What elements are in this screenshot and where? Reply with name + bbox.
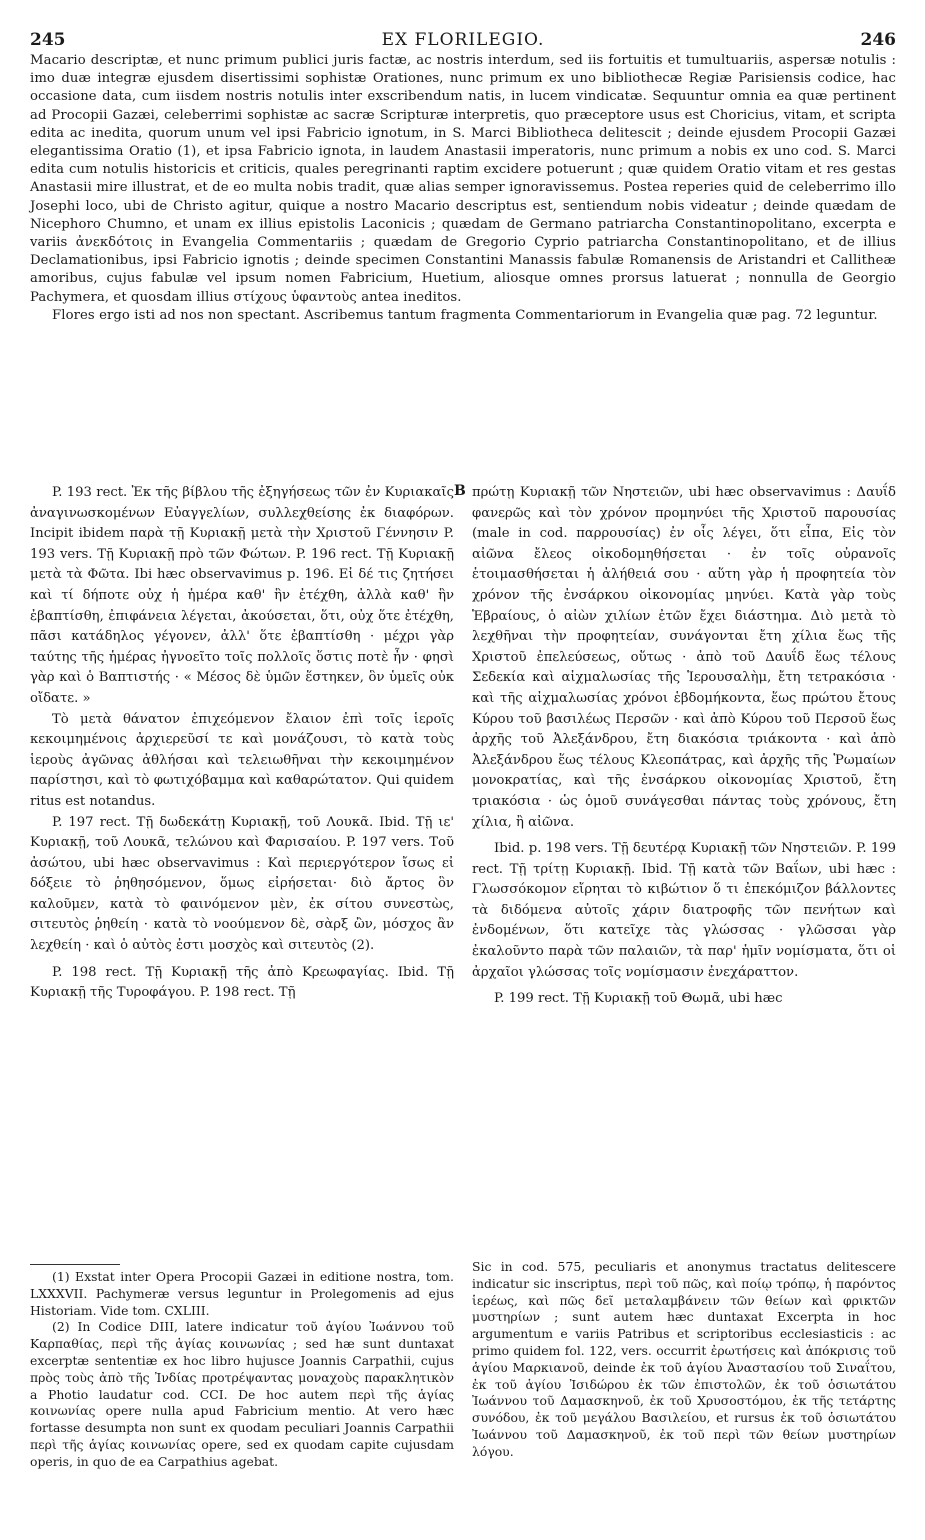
- footnote-1: (1) Exstat inter Opera Procopii Gazæi in editione nostra, tom. LXXXVII. Pachymeræ versus leguntur in Prolegomenis ad ejus Historiam. Vide tom. CXLIII.: [30, 1269, 454, 1318]
- left-paragraph-2: Τὸ μετὰ θάνατον ἐπιχεόμενον ἔλαιον ἐπὶ τοῖς ἱεροῖς κεκοιμημένοις ἀρχιερεῦσί τε καὶ μονάζουσι, τὸ κατὰ τοὺς ἱεροὺς ἀγῶνας ἀθλήσαι καὶ τελειωθῆναι τὴν κεκοιμημένον παρίστησι, καὶ τὸ φωτιχόβαμμα καὶ καθαρώτατον. Qui quidem ritus est notandus.: [30, 711, 454, 809]
- right-paragraph-3: P. 199 rect. Τῇ Κυριακῇ τοῦ Θωμᾶ, ubi hæc: [494, 991, 783, 1007]
- column-marker: B: [454, 483, 466, 499]
- right-paragraph-1: πρώτῃ Κυριακῇ τῶν Νηστειῶν, ubi hæc observavimus : Δαυΐδ φανερῶς καὶ τὸν χρόνον προμηνύει τῆς Χριστοῦ παρουσίας (male in cod. παρρουσίας) ἐν οἷς λέγει, ὅτι εἶπα, Εἰς τὸν αἰῶνα ἔλεος οἰκοδομηθήσεται · ἐν τοῖς οὐρανοῖς ἑτοιμασθήσεται ἡ ἀλήθειά σου · αὕτη γὰρ ἡ προφητεία τὸν χρόνον τῆς ἐνσάρκου οἰκονομίας μηνύει. Κατὰ γὰρ τοὺς Ἑβραίους, ὁ αἰὼν χιλίων ἐτῶν ἔχει διάστημα. Διὸ μετὰ τὸ λεχθῆναι τὴν προφητείαν, συνάγονται ἔτη χίλια ἕως τῆς Χριστοῦ ἐπελεύσεως, οὕτως · ἀπὸ τοῦ Δαυΐδ ἕως τέλους Σεδεκία καὶ αἰχμαλωσίας τῆς Ἱερουσαλὴμ, ἔτη τετρακόσια · καὶ τῆς αἰχμαλωσίας χρόνοι ἑβδομήκοντα, ἕως πρώτου ἔτους Κύρου τοῦ βασιλέως Περσῶν · καὶ ἀπὸ Κύρου τοῦ Περσοῦ ἕως ἀρχῆς τοῦ Ἀλεξάνδρου, ἔτη διακόσια τριάκοντα · καὶ ἀπὸ Ἀλεξάνδρου ἕως τέλους Κλεοπάτρας, καὶ ἀρχῆς τῆς Ῥωμαίων μονοκρατίας, καὶ τῆς ἐνσάρκου οἰκονομίας Χριστοῦ, ἔτη τριακόσια · ὡς ὁμοῦ συνάγεσθαι πάντας τοὺς χρόνους, ἔτη χίλια, ἢ αἰῶνα.: [472, 485, 896, 830]
- document-page: [30, 30, 896, 1530]
- left-paragraph-4: P. 198 rect. Τῇ Κυριακῇ τῆς ἀπὸ Κρεωφαγίας. Ibid. Τῇ Κυριακῇ τῆς Τυροφάγου. P. 198 rect. Τῇ: [30, 964, 454, 1001]
- footnote-continuation: Sic in cod. 575, peculiaris et anonymus tractatus delitescere indicatur sic inscriptus, περὶ τοῦ πῶς, καὶ ποίῳ τρόπῳ, ἡ παρόντος ἱερέως, καὶ πῶς δεῖ μεταλαμβάνειν τῶν θείων καὶ φρικτῶν μυστηρίων ; sunt autem hæc duntaxat Excerpta in hoc argumentum e variis Patribus et scriptoribus ecclesiasticis : ac primo quidem fol. 122, vers. occurrit ἐρωτήσεις καὶ ἀπόκρισις τοῦ ἁγίου Μαρκιανοῦ, deinde ἐκ τοῦ ἁγίου Ἀναστασίου τοῦ Σιναΐτου, ἐκ τοῦ ἁγίου Ἰσιδώρου ἐκ τῶν ἐπιστολῶν, ἐκ τοῦ ὁσιωτάτου Ἰωάννου τοῦ Δαμασκηνοῦ, ἐκ τοῦ Χρυσοστόμου, ἐκ τῆς τετάρτης συνόδου, ἐκ τοῦ μεγάλου Βασιλείου, et rursus ἐκ τοῦ ὁσιωτάτου Ἰωάννου τοῦ Δαμασκηνοῦ, ἐκ τοῦ περὶ τῶν θείων μυστηρίων λόγου.: [472, 1259, 896, 1459]
- page-header: [30, 30, 896, 52]
- page-number-right: 246: [860, 30, 896, 50]
- intro-text: [30, 52, 896, 325]
- footnotes-right: [472, 1259, 896, 1461]
- right-paragraph-2: Ibid. p. 198 vers. Τῇ δευτέρᾳ Κυριακῇ τῶν Νηστειῶν. P. 199 rect. Τῇ τρίτῃ Κυριακῇ. Ibid. Τῇ κατὰ τῶν Βαΐων, ubi hæc : Γλωσσόκομον εἴρηται τὸ κιβώτιον ὅ τι ἐπεκόμιζον βάλλοντες τὰ διδόμενα αὐτοῖς χάριν διατροφῆς τῶν πενήτων καὶ ἐνδομένων, ὅτι κατεῖχε τὰς γλώσσας · γλῶσσαι γὰρ ἐκαλοῦντο παρὰ τῶν παλαιῶν, τὰ παρ' ἡμῖν νομίσματα, ὅτι οἱ ἀρχαῖοι γλώσσας τοῖς νομίσμασιν ἐνεχάραττον.: [472, 841, 896, 980]
- intro-paragraph-2: Flores ergo isti ad nos non spectant. Ascribemus tantum fragmenta Commentariorum in Evangelia quæ pag. 72 leguntur.: [52, 307, 878, 323]
- running-title: EX FLORILEGIO.: [381, 30, 545, 50]
- left-column: [30, 483, 454, 1004]
- footnote-rule: [30, 1264, 120, 1265]
- intro-paragraph-1: Macario descriptæ, et nunc primum publici juris factæ, ac nostris interdum, sed iis fortuitis et tumultuariis, aspersæ notulis : imo duæ integræ ejusdem disertissimi sophistæ Orationes, nunc primum ex uno bibliothecæ Regiæ Parisiensis codice, hac occasione data, cum iisdem nostris notulis inter exscribendum natis, in lucem vindicatæ. Sequuntur omnia ea quæ pertinent ad Procopii Gazæi, celeberrimi sophistæ ac sacræ Scripturæ interpretis, quo præceptore usus est Choricius, vitam, et scripta edita ac inedita, quorum unum vel ipsi Fabricio ignotum, in S. Marci Bibliotheca delitescit ; deinde ejusdem Procopii Gazæi elegantissima Oratio (1), et ipsa Fabricio ignota, in laudem Anastasii imperatoris, nunc primum a nobis ex uno cod. S. Marci edita cum notulis historicis et criticis, quales peregrinanti raptim excidere potuerunt ; quæ quidem Oratio vitam et res gestas Anastasii mire illustrat, et de eo multa nobis tradit, quæ alias semper ignoravissemus. Postea reperies quid de celeberrimo illo Josephi loco, ubi de Christo agitur, quique a nostro Macario descriptus est, sentiendum nobis videatur ; deinde quædam de Nicephoro Chumno, et unam ex illius epistolis Laconicis ; quædam de Germano patriarcha Constantinopolitano, excerpta e variis ἀνεκδότοις in Evangelia Commentariis ; quædam de Gregorio Cyprio patriarcha Constantinopolitano, et de illius Declamationibus, ipsi Fabricio ignotis ; deinde specimen Constantini Manassis fabulæ Romanensis de Aristandri et Callitheæ amoribus, cujus fabulæ vel ipsum nomen Fabricium, Huetium, aliosque omnes prorsus latuerat ; nonnulla de Georgio Pachymera, et quosdam illius στίχους ὑφαντοὺς antea ineditos.: [30, 53, 896, 305]
- right-column: [472, 483, 896, 1010]
- left-paragraph-1: P. 193 rect. Ἐκ τῆς βίβλου τῆς ἐξηγήσεως τῶν ἐν Κυριακαῖς ἀναγινωσκομένων Εὐαγγελίων, συλλεχθείσης ἐκ διαφόρων. Incipit ibidem παρὰ τῇ Κυριακῇ μετὰ τὴν Χριστοῦ Γέννησιν P. 193 vers. Τῇ Κυριακῇ πρὸ τῶν Φώτων. P. 196 rect. Τῇ Κυριακῇ μετὰ τὰ Φῶτα. Ibi hæc observavimus p. 196. Εἰ δέ τις ζητήσει καὶ τί δήποτε οὐχ ἡ ἡμέρα καθ' ἣν ἐτέχθη, ἀλλὰ καθ' ἣν ἐβαπτίσθη, ἐπιφάνεια λέγεται, ἀκούσεται, ὅτι, οὐχ ὅτε ἐτέχθη, πᾶσι κατάδηλος γέγονεν, ἀλλ' ὅτε ἐβαπτίσθη · μέχρι γὰρ ταύτης τῆς ἡμέρας ἠγνοεῖτο τοῖς πολλοῖς ὅστις ποτὲ ἦν · φησὶ γὰρ καὶ ὁ Βαπτιστής · « Μέσος δὲ ὑμῶν ἕστηκεν, ὃν ὑμεῖς οὐκ οἴδατε. »: [30, 485, 454, 706]
- footnotes-left: [30, 1269, 454, 1471]
- left-paragraph-3: P. 197 rect. Τῇ δωδεκάτῃ Κυριακῇ, τοῦ Λουκᾶ. Ibid. Τῇ ιε' Κυριακῇ, τοῦ Λουκᾶ, τελώνου καὶ Φαρισαίου. P. 197 vers. Τοῦ ἀσώτου, ubi hæc observavimus : Καὶ περιεργότερον ἴσως εἰ δόξειε τὸ ῥηθησόμενον, ὅμως εἰρήσεται· διὸ ἄρτος ὃν καλοῦμεν, κατὰ τὸ φαινόμενον μὲν, ἐκ σίτου συνεστὼς, σιτευτὸς ῥηθείη · κατὰ τὸ νοούμενον δὲ, σὰρξ ὢν, μόσχος ἂν λεχθείη · καὶ ὁ αὐτὸς ἐστι μοσχὸς καὶ σιτευτὸς (2).: [30, 814, 454, 954]
- page-number-left: 245: [30, 30, 66, 50]
- footnote-2: (2) In Codice DIII, latere indicatur τοῦ ἁγίου Ἰωάννου τοῦ Καρπαθίας, περὶ τῆς ἁγίας κοινωνίας ; sed hæ sunt duntaxat excerptæ sententiæ ex hoc libro hujusce Joannis Carpathii, cujus πρὸς τοὺς ἀπὸ τῆς Ἰνδίας προτρέψαντας μοναχοὺς παρακλητικὸν a Photio laudatur cod. CCI. De hoc autem περὶ τῆς ἁγίας κοινωνίας opere nulla apud Fabricium mentio. At vero hæc fortasse desumpta non sunt ex quodam peculiari Joannis Carpathii περὶ τῆς ἁγίας κοινωνίας opere, sed ex quodam capite cujusdam operis, in quo de ea Carpathius agebat.: [30, 1319, 454, 1469]
